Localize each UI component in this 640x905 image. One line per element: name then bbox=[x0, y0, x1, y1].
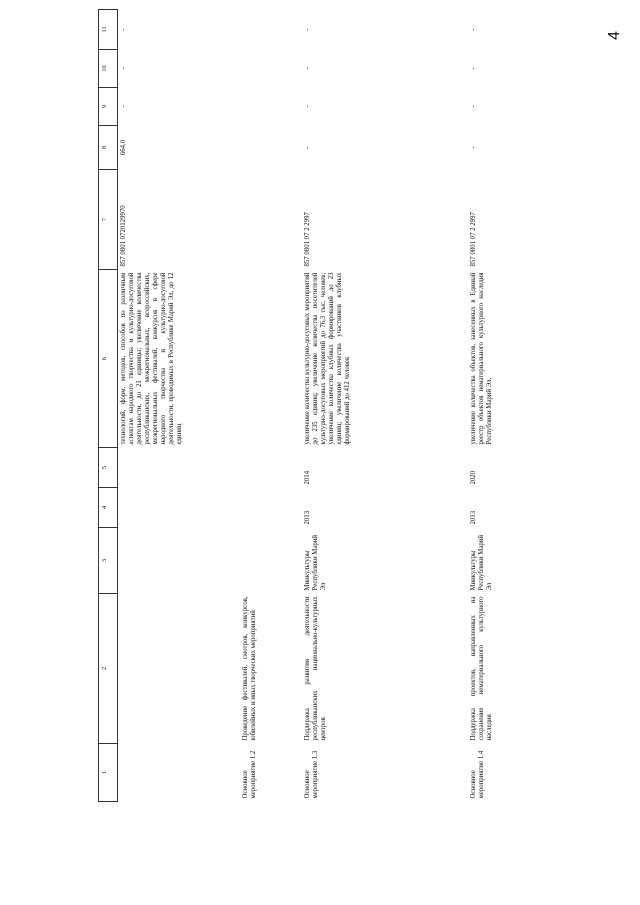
column-number-9: 9 bbox=[99, 88, 118, 126]
column-number-2: 2 bbox=[99, 594, 118, 744]
column-number-7: 7 bbox=[99, 170, 118, 270]
cell-empty bbox=[118, 488, 241, 528]
cell-results: технологий, форм, методов, способов по различным аспектам народного творчества и культурно-досуговой деятельности, до 21 единицы; увеличение количества республиканских, межрегиональных, всероссийских, межрегиональных фестивалей, конкурсов в сфере народного творчества и культурно-досуговой деятельности, проводимых в Республике Марий Эл, до 12 единиц bbox=[120, 272, 184, 445]
cell-event-name: Проведение фестивалей, смотров, конкурсов, юбилейных и иных творческих мероприятий bbox=[242, 596, 258, 741]
cell-start-year: 2013 bbox=[304, 510, 311, 525]
cell-value bbox=[240, 88, 302, 126]
program-table bbox=[98, 9, 562, 802]
header-row bbox=[99, 10, 118, 802]
cell-amount: - bbox=[304, 146, 311, 149]
cell-amount bbox=[240, 126, 302, 170]
column-number-1: 1 bbox=[99, 744, 118, 802]
cell-results: увеличение количества объектов, занесенных в Единый реестр объектов нематериального культурного наследия Республики Марий Эл, bbox=[470, 272, 494, 445]
cell-value: - bbox=[470, 67, 477, 70]
column-number-10: 10 bbox=[99, 50, 118, 88]
cell-executor: Минкультуры Республики Марий Эл bbox=[304, 534, 328, 591]
column-number-6: 6 bbox=[99, 270, 118, 448]
cell-executor: Минкультуры Республики Марий Эл bbox=[470, 534, 494, 591]
table-row-continuation bbox=[118, 10, 241, 802]
cell-value: - bbox=[304, 28, 311, 31]
table-row bbox=[468, 10, 562, 802]
cell-start-year bbox=[240, 488, 302, 528]
cell-event-id: Основное мероприятие 1.3 bbox=[304, 750, 320, 799]
cell-event-name: Поддержка развития деятельности республиканских национально-культурных центров bbox=[304, 596, 328, 741]
cell-event-name: Поддержка проектов, направленных на сохранение нематериального культурного наследия bbox=[470, 596, 494, 741]
cell-end-year: 2020 bbox=[470, 470, 477, 485]
cell-value: - bbox=[470, 105, 477, 108]
cell-value: - bbox=[470, 28, 477, 31]
table-row bbox=[302, 10, 468, 802]
cell-event-id: Основное мероприятие 1.2 bbox=[242, 750, 258, 799]
cell-budget-code bbox=[240, 170, 302, 270]
cell-value: - bbox=[304, 67, 311, 70]
cell-empty bbox=[118, 528, 241, 594]
cell-empty bbox=[118, 448, 241, 488]
cell-end-year bbox=[240, 448, 302, 488]
cell-start-year: 2013 bbox=[470, 510, 477, 525]
page-number: 4 bbox=[606, 31, 623, 40]
cell-value: - bbox=[120, 67, 127, 70]
cell-value bbox=[240, 50, 302, 88]
rotated-table-wrapper bbox=[98, 10, 620, 802]
cell-value: - bbox=[304, 105, 311, 108]
cell-value: - bbox=[120, 28, 127, 31]
cell-budget-code: 857 0801 0720129970 bbox=[120, 205, 127, 267]
column-number-8: 8 bbox=[99, 126, 118, 170]
cell-value: - bbox=[120, 105, 127, 108]
cell-end-year: 2014 bbox=[304, 470, 311, 485]
cell-empty bbox=[118, 744, 241, 802]
cell-results bbox=[240, 270, 302, 448]
cell-results: увеличение количества культурно-досуговых мероприятий до 235 единиц; увеличение количества посетителей культурно-досуговых мероприятий до 76,3 тыс. человек; увеличение количества клубных формирований до 23 единиц; увеличение количества участников клубных формирований до 412 человек bbox=[304, 272, 352, 445]
column-number-5: 5 bbox=[99, 448, 118, 488]
column-number-11: 11 bbox=[99, 10, 118, 50]
cell-event-id: Основное мероприятие 1.4 bbox=[470, 750, 486, 799]
table-row bbox=[240, 10, 302, 802]
cell-budget-code: 857 0801 07 2 2997 bbox=[470, 212, 477, 267]
cell-amount: 664,0 bbox=[120, 139, 127, 156]
cell-budget-code: 857 0801 07 2 2997 bbox=[304, 212, 311, 267]
column-number-4: 4 bbox=[99, 488, 118, 528]
cell-value bbox=[240, 10, 302, 50]
cell-empty bbox=[118, 594, 241, 744]
cell-executor bbox=[240, 528, 302, 594]
column-number-3: 3 bbox=[99, 528, 118, 594]
cell-amount: - bbox=[470, 146, 477, 149]
